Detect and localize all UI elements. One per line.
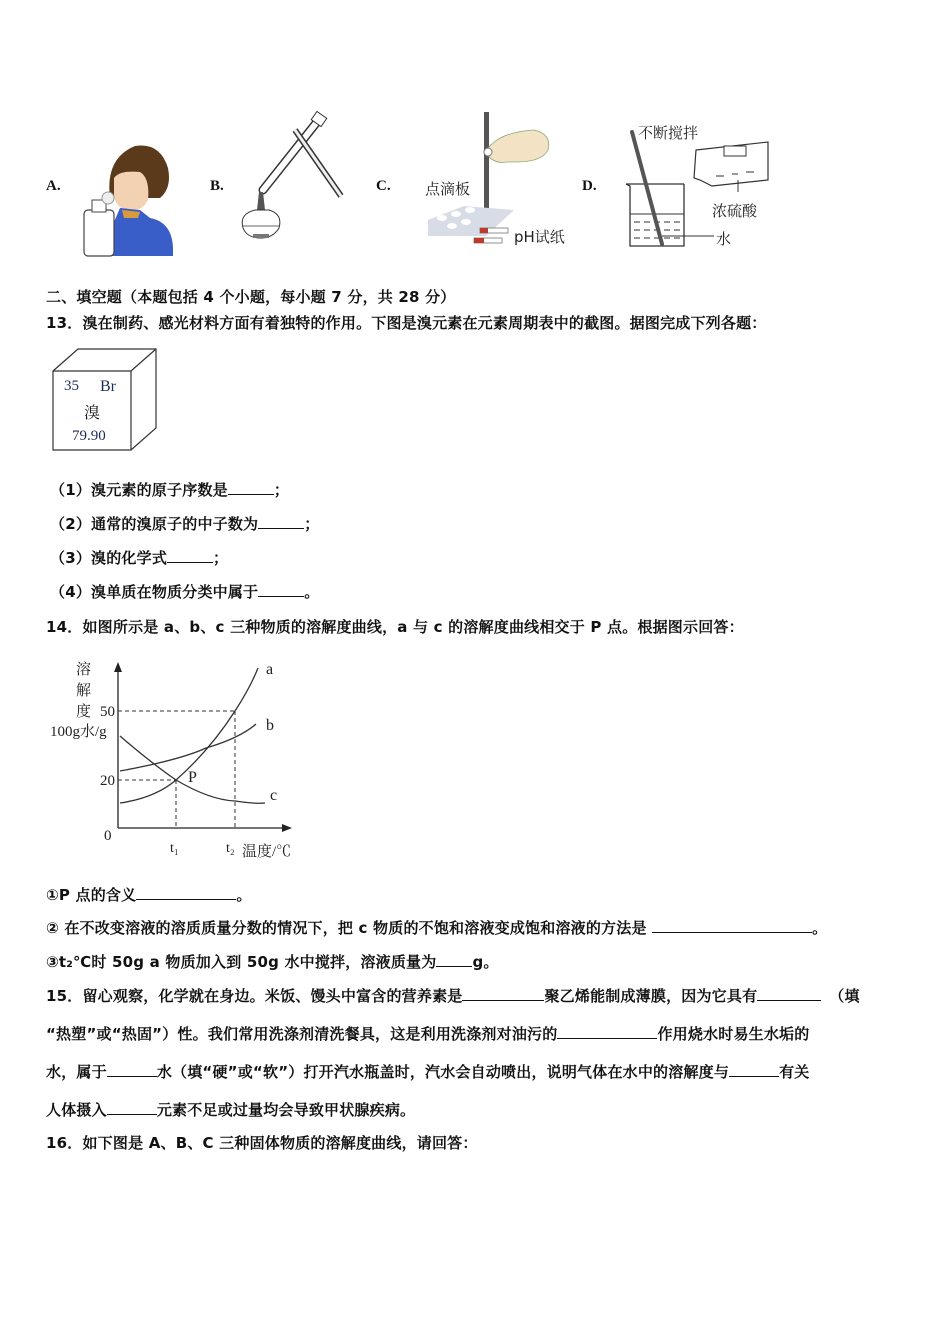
svg-text:P: P xyxy=(188,769,197,786)
q15-line1: 15．留心观察，化学就在身边。米饭、馒头中富含的营养素是 聚乙烯能制成薄膜，因为它具有 （填 xyxy=(46,987,860,1005)
conc-sulfuric-acid-label: 浓硫酸 xyxy=(712,202,758,220)
answer-blank[interactable] xyxy=(757,986,821,1001)
svg-text:100g水/g: 100g水/g xyxy=(50,724,107,740)
element-name: 溴 xyxy=(84,403,101,422)
spot-plate-label: 点滴板 xyxy=(425,180,471,198)
q14-stem: 14．如图所示是 a、b、c 三种物质的溶解度曲线，a 与 c 的溶解度曲线相交于 P 点。根据图示回答： xyxy=(46,618,744,636)
q13-stem: 13．溴在制药、感光材料方面有着独特的作用。下图是溴元素在元素周期表中的截图。据图完成下列各题： xyxy=(46,314,767,332)
q13-sub1: （1）溴元素的原子序数是 ； xyxy=(50,481,290,499)
svg-text:温度/℃: 温度/℃ xyxy=(242,844,292,860)
svg-text:c: c xyxy=(270,787,278,804)
q13-sub2: （2）通常的溴原子的中子数为 ； xyxy=(50,515,320,533)
answer-blank[interactable] xyxy=(729,1062,779,1077)
svg-text:解: 解 xyxy=(76,683,92,699)
stir-label: 不断搅拌 xyxy=(638,124,699,142)
answer-blank[interactable] xyxy=(652,918,812,933)
element-symbol: Br xyxy=(100,378,116,395)
q14-sub1: ①P 点的含义 。 xyxy=(46,886,252,904)
answer-blank[interactable] xyxy=(258,582,304,597)
option-d-label: D. xyxy=(582,178,597,194)
q15-line4: 人体摄入 元素不足或过量均会导致甲状腺疾病。 xyxy=(46,1101,416,1119)
q14-sub3: ③t₂℃时 50g a 物质加入到 50g 水中搅拌，溶液质量为 g。 xyxy=(46,953,499,971)
option-c-label: C. xyxy=(376,178,391,194)
answer-blank[interactable] xyxy=(107,1062,157,1077)
answer-blank[interactable] xyxy=(557,1024,657,1039)
heating-test-tube-illustration xyxy=(235,110,385,260)
answer-blank[interactable] xyxy=(167,548,213,563)
solubility-chart xyxy=(40,650,310,870)
answer-blank[interactable] xyxy=(462,986,544,1001)
answer-blank[interactable] xyxy=(136,885,236,900)
answer-blank[interactable] xyxy=(228,480,274,495)
svg-text:0: 0 xyxy=(104,828,112,844)
q14-sub2: ② 在不改变溶液的溶质质量分数的情况下，把 c 物质的不饱和溶液变成饱和溶液的方法是 。 xyxy=(46,919,828,937)
atomic-number: 35 xyxy=(64,378,79,394)
q15-line3: 水，属于 水（填“硬”或“软”）打开汽水瓶盖时，汽水会自动喷出，说明气体在水中的溶解度与 有关 xyxy=(46,1063,810,1081)
water-label: 水 xyxy=(716,230,732,248)
option-b-label: B. xyxy=(210,178,224,194)
answer-blank[interactable] xyxy=(107,1100,157,1115)
q16-stem: 16．如下图是 A、B、C 三种固体物质的溶解度曲线，请回答： xyxy=(46,1134,478,1152)
ph-paper-label: pH试纸 xyxy=(514,228,565,246)
atomic-mass: 79.90 xyxy=(72,428,106,444)
svg-text:溶: 溶 xyxy=(76,662,92,678)
section-heading: 二、填空题（本题包括 4 个小题，每小题 7 分，共 28 分） xyxy=(46,288,456,306)
svg-text:t₁: t₁ xyxy=(170,841,179,856)
svg-text:20: 20 xyxy=(100,773,115,789)
svg-text:a: a xyxy=(266,661,274,678)
option-a-label: A. xyxy=(46,178,61,194)
q15-line2: “热塑”或“热固”）性。我们常用洗涤剂清洗餐具，这是利用洗涤剂对油污的 作用烧水时易生水垢的 xyxy=(46,1025,810,1043)
smelling-gas-illustration xyxy=(80,138,175,258)
q13-sub4: （4）溴单质在物质分类中属于 。 xyxy=(50,583,320,601)
svg-text:t₂: t₂ xyxy=(226,841,235,856)
curve-b xyxy=(120,724,256,771)
svg-text:度: 度 xyxy=(76,704,92,720)
svg-text:50: 50 xyxy=(100,704,115,720)
svg-text:b: b xyxy=(266,717,274,734)
options-row xyxy=(0,100,950,270)
answer-blank[interactable] xyxy=(436,952,472,967)
answer-blank[interactable] xyxy=(258,514,304,529)
q13-sub3: （3）溴的化学式 ； xyxy=(50,549,229,567)
